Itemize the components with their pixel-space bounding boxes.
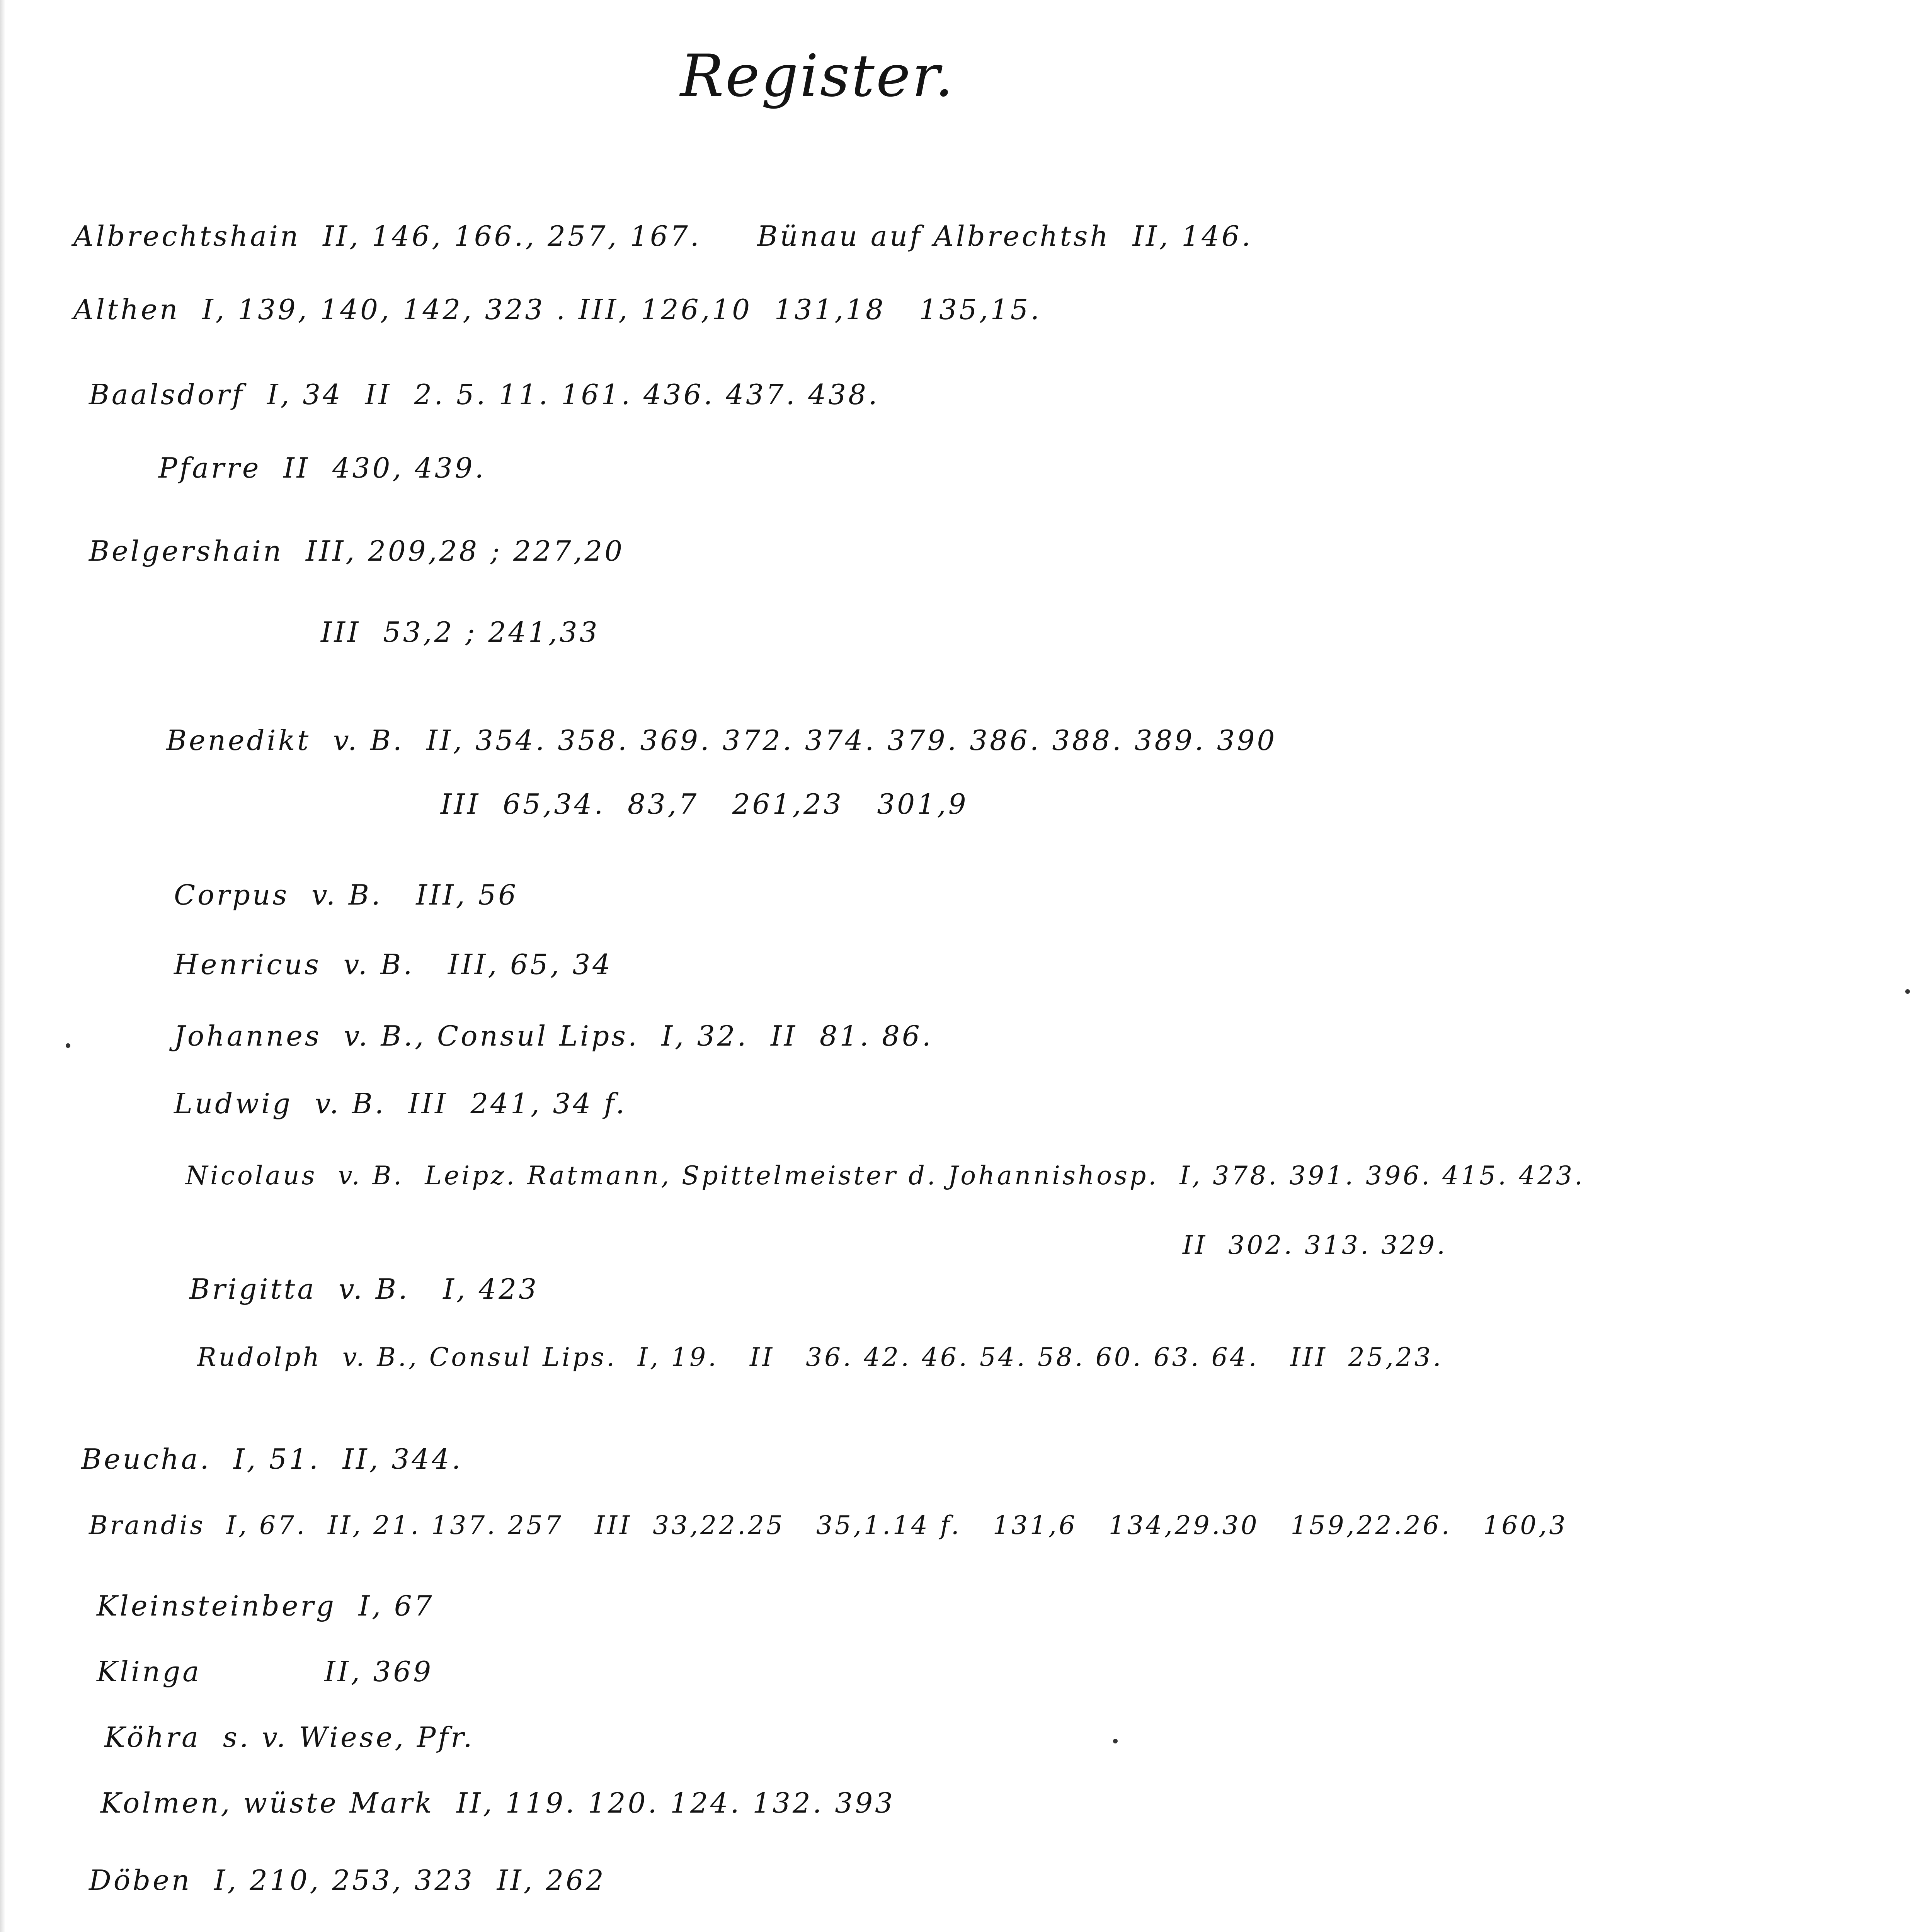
entry-brigitta: Brigitta v. B. I, 423 [189, 1273, 539, 1305]
entry-belgershain: Belgershain III, 209,28 ; 227,20 [89, 535, 625, 567]
entry-belgershain-cont: III 53,2 ; 241,33 [321, 616, 600, 648]
entry-albrechtshain: Albrechtshain II, 146, 166., 257, 167. Bünau auf Albrechtsh II, 146. [73, 220, 1253, 252]
entry-klinga: Klinga II, 369 [97, 1655, 434, 1688]
entry-baalsdorf: Baalsdorf I, 34 II 2. 5. 11. 161. 436. 437. 438. [89, 378, 880, 411]
entry-baalsdorf-pfarre: Pfarre II 430, 439. [158, 452, 486, 484]
entry-ludwig: Ludwig v. B. III 241, 34 f. [174, 1087, 627, 1120]
entry-johannes: Johannes v. B., Consul Lips. I, 32. II 81. 86. [174, 1020, 933, 1052]
page-title: Register. [680, 43, 955, 110]
entry-kolmen: Kolmen, wüste Mark II, 119. 120. 124. 132. 393 [100, 1787, 895, 1819]
entry-henricus: Henricus v. B. III, 65, 34 [174, 948, 613, 981]
entry-brandis: Brandis I, 67. II, 21. 137. 257 III 33,22.25 35,1.14 f. 131,6 134,29.30 159,22.26. 160,3 [89, 1510, 1568, 1540]
entry-koehra: Köhra s. v. Wiese, Pfr. [104, 1721, 475, 1753]
entry-benedikt-cont: III 65,34. 83,7 261,23 301,9 [441, 788, 968, 820]
entry-corpus: Corpus v. B. III, 56 [174, 879, 519, 911]
entry-althen: Althen I, 139, 140, 142, 323 . III, 126,10 131,18 135,15. [73, 293, 1042, 326]
scan-speck [1113, 1739, 1118, 1743]
entry-nicolaus-cont: II 302. 313. 329. [1183, 1230, 1447, 1260]
entry-beucha: Beucha. I, 51. II, 344. [81, 1443, 463, 1475]
entry-nicolaus: Nicolaus v. B. Leipz. Ratmann, Spittelmeister d. Johannishosp. I, 378. 391. 396. 415. 423. [186, 1161, 1585, 1190]
entry-kleinsteinberg: Kleinsteinberg I, 67 [97, 1590, 434, 1622]
scan-speck [1905, 989, 1910, 994]
scan-edge-shadow [0, 0, 5, 1932]
scan-speck [66, 1043, 70, 1048]
entry-rudolph: Rudolph v. B., Consul Lips. I, 19. II 36. 42. 46. 54. 58. 60. 63. 64. III 25,23. [197, 1342, 1443, 1372]
entry-doeben: Döben I, 210, 253, 323 II, 262 [89, 1864, 606, 1896]
entry-benedikt: Benedikt v. B. II, 354. 358. 369. 372. 374. 379. 386. 388. 389. 390 [166, 724, 1277, 757]
